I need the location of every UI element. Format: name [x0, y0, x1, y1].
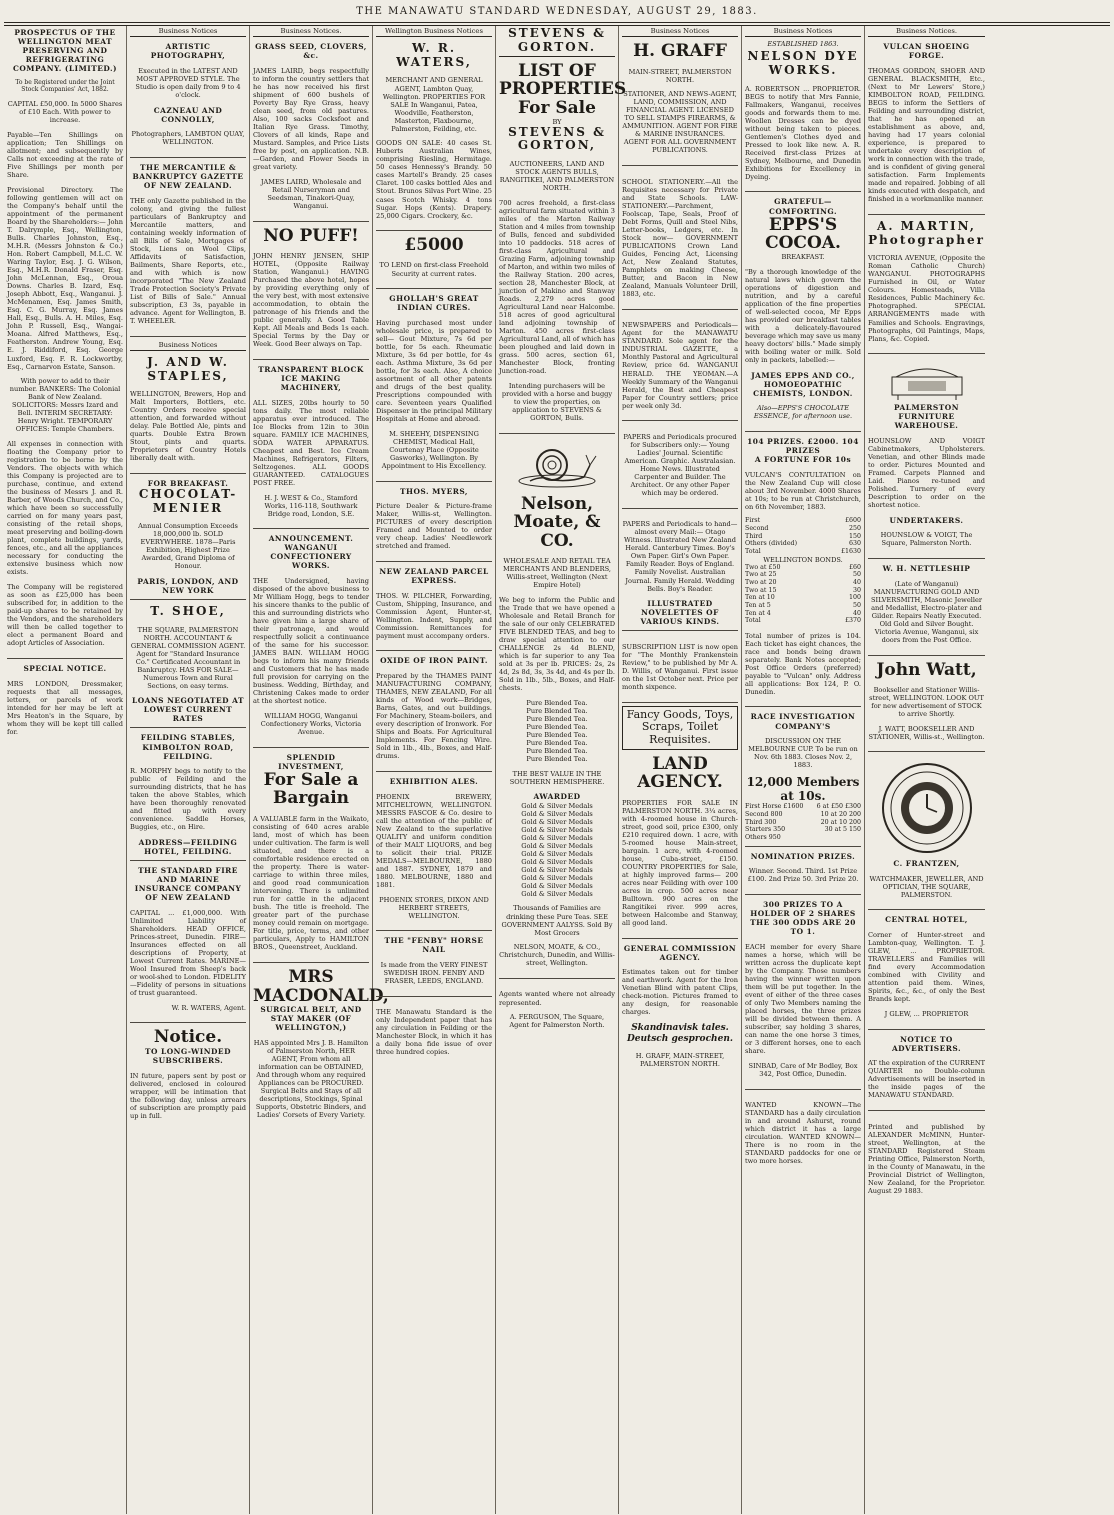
- cell: Second: [745, 524, 769, 532]
- subscription-list-ad: [622, 634, 738, 702]
- ad-body: SCHOOL STATIONERY.—All the Requisites necessary for Private and State Schools. LAW-STATIONERY.—Parchment, Foolscap, Tape, Seals, Proof of Debt Forms, Quill and Steel Nibs, Letter-books, Ledgers, etc. In Stock now— GOVERNMENT PUBLICATIONS Crown Land Guides, Fencing Act, Licensing Act, New Zealand Statutes, Pamphlets on making Cheese, Butter, and Bacon in New Zealand, Manuals Volunteer Drill, 1883, etc.: [622, 177, 738, 299]
- epps-cocoa-ad: [745, 195, 861, 431]
- table-row: [745, 826, 861, 834]
- ad-firm: JAMES EPPS AND CO., HOMOEOPATHIC CHEMISTS, LONDON.: [751, 370, 855, 398]
- ad-agent: W. R. WATERS, Agent.: [171, 1003, 246, 1012]
- table-row: [745, 617, 861, 625]
- ad-address: Photographers, LAMBTON QUAY, WELLINGTON.: [131, 130, 245, 147]
- column-3: [250, 26, 389, 1514]
- ad-title: For Sale a Bargain: [263, 769, 359, 809]
- list-item: Gold & Silver Medals: [521, 817, 593, 826]
- ales-ad: [376, 775, 492, 931]
- john-watt-ad: [868, 659, 985, 753]
- cell: Two at £50: [745, 563, 781, 571]
- cell: Total: [745, 547, 761, 555]
- ad-body: "By a thorough knowledge of the natural laws which govern the operations of digestion and nutrition, and by a careful application of the fine properties of well-selected cocoa, Mr Epps has provided our breakfast tables with a delicately-flavoured beverage which may save us many heavy doctors' bills." Made simply with boiling water or milk. Sold only in packets, labelled:—: [745, 267, 862, 364]
- ad-body: Bookseller and Stationer Willis-street, WELLINGTON. LOOK OUT for new advertisement of STOCK to arrive Shortly.: [869, 685, 984, 718]
- ad-body: JAMES LAIRD, begs respectfully to inform the country settlers that he has now received his first shipment of 600 bushels of Poverty Bay Rye Grass, heavy clean seed, from old pastures. Also, 100 sacks Cocksfoot and Italian Rye Grass. Timothy, Clovers of all kinds, Rape and Mustard. Samples, and Price Lists free by post, on application. N.B.—Garden, and Flower Seeds in great variety.: [253, 66, 369, 172]
- table-row: [745, 564, 861, 572]
- no-puff-ad: [253, 225, 369, 360]
- ad-title: NO PUFF!: [263, 225, 359, 246]
- ad-body: STATIONER, AND NEWS-AGENT, LAND, COMMISSION, AND FINANCIAL AGENT. LICENSED TO SELL STAMPS FIREARMS, & AMMUNITION. AGENT FOR FIRE & MARINE INSURANCES. AGENT FOR ALL GOVERNMENT PUBLICATIONS.: [622, 90, 738, 155]
- ad-title: £5000: [404, 235, 464, 256]
- agents-wanted-ad: [499, 982, 615, 1040]
- ad-body: DISCUSSION ON THE MELBOURNE CUP. To be run on Nov. 6th 1883. Closes Nov. 2, 1883.: [748, 737, 858, 770]
- ad-foot: LOANS NEGOTIATED AT LOWEST CURRENT RATES: [132, 696, 244, 724]
- ad-title: THOS. MYERS,: [399, 486, 469, 496]
- ad-title: PALMERSTON FURNITURE WAREHOUSE.: [894, 403, 959, 431]
- ad-body: EACH member for every Share names a horse, which will be written across the duplicate kept by the Company. Those numbers having the winner written upon them will be put together. In the event of either of the three cases of only Two Members naming the placed horses, the three prizes will be divided between them. A subscriber, say holding 3 shares, can name the one horse 3 times, or 3 different horses, one to each share.: [745, 942, 861, 1056]
- ad-body: Winner. Second. Third. 1st Prize £100. 2nd Prize 50. 3rd Prize 20.: [747, 867, 859, 884]
- nettleship-ad: [868, 562, 985, 655]
- cell: Second 800: [745, 811, 783, 819]
- column-heading: Business Notices: [745, 26, 861, 37]
- furniture-engraving-icon: [882, 361, 972, 401]
- table-row: [745, 517, 861, 525]
- ad-body: THE Manawatu Standard is the only Independent paper that has any circulation in Feilding or the Manchester Block, in which it has a daily bona fide issue of over three hundred copies.: [376, 1008, 492, 1057]
- column-6: [619, 26, 742, 1514]
- waters-ad: [376, 40, 492, 231]
- cell: 100: [848, 594, 861, 602]
- cell: Two at 15: [745, 586, 777, 594]
- ad-body: AT the expiration of the CURRENT QUARTER no Double-column Advertisements will be inserted in the inside pages of the MANAWATU STANDARD.: [868, 1059, 985, 1100]
- table-row: [745, 579, 861, 587]
- ad-body: PAPERS and Periodicals to hand—almost every Mail:— Otago Witness. Illustrated New Zealand Herald. Canterbury Times. Boy's Own Paper. Girl's Own Paper. Family Reader. Boys of England. Family Novelist. Australian Journal. Family Herald. Wedding Bells. Boy's Reader.: [622, 520, 738, 593]
- vulcan-consultation-ad: [745, 435, 861, 708]
- prospectus-directory: Provisional Directory. The following gentlemen will act on the Company's behalf until the appointment of the permanent Board by the Shareholders:— John T. Dalrymple, Esq., Wellington, Bulls. Charles Johnston, Esq., M.H.R. (Messrs Johnston & Co.) Hon. Robert Campbell, M.L.C. W. Waring Taylor, Esq. J. G. Wilson, Esq., M.H.R. Donald Fraser, Esq. John McLennan, Esq., Oroua Downs. Charles B. Izard, Esq. Joseph Abbott, Esq., Wanganui. J. McMenamen, Esq. James Smith, Esq. C. G. Murray, Esq. James Hall, Esq., Bulls. A. H. Miles, Esq. John P. Russell, Esq., Wangai-Moana. Alfred Matthews, Esq., Featherston. Andrew Young, Esq. E. J. Riddiford, Esq. George Luxford, Esq. F. R. Lockwortby, Esq., Carnarvon Estate, Sanson.: [7, 185, 123, 371]
- ad-body: HOUNSLOW AND VOIGT Cabinetmakers, Upholsterers. Venetian, and other Blinds made to order. Pictures Mounted and Framed. Carpets Planned and Laid. Pianos re-tuned and Polished. Turnery of every Description to order on the shortest notice.: [868, 436, 985, 510]
- ad-body: ALL SIZES, 20lbs hourly to 50 tons daily. The most reliable apparatus ever introduced. The Ice Blocks from 12in to 30in square. FAMILY ICE MACHINES, SODA WATER APPARATUS. Cheapest and Best. Ice Cream Machines, Refrigerators, Filters, Seltzogenes. ALL GOODS GUARANTEED. CATALOGUES POST FREE.: [253, 398, 369, 487]
- insurance-ad: [130, 864, 246, 1023]
- cell: Third 300: [745, 818, 777, 826]
- cell: 20 at 10 200: [820, 818, 861, 826]
- watch-seal-icon: [879, 760, 975, 856]
- table-row: [745, 602, 861, 610]
- cell: 50: [852, 571, 861, 579]
- columns: [4, 26, 1110, 1514]
- column-1: [4, 26, 127, 1514]
- ad-title: LIST OF PROPERTIES For Sale: [499, 60, 627, 118]
- ad-pre: SPLENDID INVESTMENT,: [278, 752, 344, 771]
- section-heading: Business Notices: [130, 340, 246, 351]
- ad-body: IN future, papers sent by post or delivered, enclosed in coloured wrapper, will be intimation that the following day, unless arrears of subscription are promptly paid up in full.: [130, 1071, 246, 1120]
- cell: Total: [745, 617, 761, 625]
- cell: 40: [852, 609, 861, 617]
- list-item: Pure Blended Tea.: [526, 715, 588, 724]
- ad-body: A. ROBERTSON ... PROPRIETOR. BEGS to notify that Mrs Fannie, Fallmakers, Wanganui, receives goods and forwards them to me. Woollen Dresses can be dyed without being taken to pieces. Gentlemen's Clothes dyed and Pressed to look like new. A. R. Received first-class Prizes at Sydney, Melbourne, and Dunedin Exhibitions for Excellency in Dyeing.: [745, 84, 861, 181]
- ad-also: Also—EPPS'S CHOCOLATE ESSENCE, for afternoon use.: [753, 404, 853, 421]
- prospectus-registration: To be Registered under the Joint Stock Companies' Act, 1882.: [15, 79, 115, 94]
- ad-title: Nelson, Moate, & CO.: [513, 493, 601, 551]
- table-row: [745, 811, 861, 819]
- ad-body: WELLINGTON, Brewers, Hop and Malt Importers, Bottlers, etc. Country Orders receive special attention, and forwarded without delay. Pale Bottled Ale, pints and quarts. Double Extra Brown Stout, pints and quarts. Proprietors of Country Hotels liberally dealt with.: [130, 390, 246, 463]
- list-item: Gold & Silver Medals: [521, 801, 593, 810]
- list-item: Gold & Silver Medals: [521, 825, 593, 834]
- wanted-known-ad: [745, 1093, 861, 1176]
- list-item: Gold & Silver Medals: [521, 833, 593, 842]
- cell: Ten at 4: [745, 609, 771, 617]
- table-row: [745, 571, 861, 579]
- ad-body: 700 acres freehold, a first-class agricultural farm situated within 3 miles of the Marton Railway Station and 4 miles from township of Bulls, fenced and subdivided into 10 paddocks. 518 acres of first-class Agricultural and Grazing Farm, adjoining township of Marton, and within two miles of the Railway Station. 200 acres, section 28, Manchester Block, at junction of Makino and Stanway Roads. 2,279 acres good Agricultural Land near Halcombe. 518 acres of good agricultural land adjoining township of Marton. 450 acres first-class Agricultural Land, all of which has been ploughed and laid down in grass. 500 acres, section 61, Manchester Block, fronting Junction-road.: [499, 198, 616, 376]
- ad-body: CAPITAL ... £1,000,000. With Unlimited Liability of Shareholders. HEAD OFFICE, Princes-street, Dunedin. FIRE—Insurances effected on all descriptions of Property, at Lowest Current Rates. MARINE—Wool Insured from Sheep's back or wool-shed to London. FIDELITY—Fidelity of persons in situations of trust guaranteed.: [130, 908, 246, 998]
- ad-body: THE SQUARE, PALMERSTON NORTH. ACCOUNTANT & GENERAL COMMISSION AGENT. Agent for "Standard Insurance Co." Certificated Accountant in Bankruptcy. HAS FOR SALE—Numerous Town and Rural Sections, on easy terms.: [130, 625, 246, 690]
- ad-body: Corner of Hunter-street and Lambton-quay, Wellington. T. J. GLEW, ... PROPRIETOR. TRAVELLERS and Families will find every Accommodation combined with Civility and attention paid them. Wines, Spirits, &c., &c., of only the Best Brands kept.: [868, 931, 985, 1004]
- ad-title: LAND AGENCY.: [637, 753, 723, 793]
- cell: 30 at 5 150: [824, 826, 861, 834]
- ad-title: NOMINATION PRIZES.: [750, 851, 856, 861]
- photography-ad: [130, 40, 246, 158]
- ad-title: NOTICE TO ADVERTISERS.: [891, 1034, 962, 1053]
- ad-firm: M. SHEEHY, DISPENSING CHEMIST, Medical Hall, Courtenay Place (Opposite Gasworks), Wellington. By Appointment to His Excellency.: [381, 429, 487, 470]
- shoeing-forge-ad: [868, 40, 985, 215]
- ad-body: WATCHMAKER, JEWELLER, AND OPTICIAN, THE SQUARE, PALMERSTON.: [869, 874, 984, 899]
- cell: Third: [745, 532, 763, 540]
- ad-body: Is made from the VERY FINEST SWEDISH IRON. FENBY AND FRASER, LEEDS, ENGLAND.: [380, 960, 488, 985]
- cell: Two at 25: [745, 571, 777, 579]
- ad-title: Fancy Goods, Toys, Scraps, Toilet Requisites.: [626, 707, 734, 746]
- three-hundred-prizes-ad: [745, 898, 861, 1089]
- cell: First Horse £1600: [745, 803, 804, 811]
- standard-notice-ad: [376, 1000, 492, 1067]
- list-item: Pure Blended Tea.: [526, 747, 588, 756]
- cell: Starters 350: [745, 826, 786, 834]
- ad-body: Agents wanted where not already represented.: [499, 990, 615, 1007]
- prospectus-ad: [7, 26, 123, 659]
- shoe-ad: [130, 603, 246, 728]
- list-item: Pure Blended Tea.: [526, 739, 588, 748]
- cell: 10 at 20 200: [820, 811, 861, 819]
- ad-body: SUBSCRIPTION LIST is now open for "The Monthly Frankenstein Review," to be published by Mr A. D. Willis, of Wanganui. First issue on the 1st October next. Price per month sixpence.: [622, 642, 738, 691]
- ad-firm: A. FERGUSON, The Square, Agent for Palmerston North.: [509, 1013, 605, 1030]
- ad-title: W. H. NETTLESHIP: [882, 564, 971, 574]
- ad-title: FEILDING STABLES, KIMBOLTON ROAD, FEILDING.: [140, 733, 236, 761]
- established-line: ESTABLISHED 1863.: [767, 40, 839, 49]
- ad-foot: ADDRESS—FEILDING HOTEL, FEILDING.: [138, 838, 238, 857]
- table-row: [745, 803, 861, 811]
- ad-title: CENTRAL HOTEL,: [885, 915, 968, 925]
- ad-title: CHOCOLAT-MENIER: [138, 487, 238, 515]
- ad-body: PHOENIX BREWERY, MITCHELTOWN, WELLINGTON. MESSRS FASCOE & Co. desire to call the attention of the public of New Zealand to the superlative QUALITY and uniform condition of their MALT LIQUORS, and beg to solicit their trial. PRIZE MEDALS—MELBOURNE, 1880 and 1887. SYDNEY, 1879 and 1880. MELBOURNE, 1880 and 1881.: [376, 792, 492, 889]
- ad-foot: Total number of prizes is 104. Each ticket has eight chances, the race and bonds being drawn separately. Bank Notes accepted; Post Office Orders (preferred) payable to "Vulcan" only. Address all applications: Box 124, P. O. Dunedin.: [745, 631, 861, 696]
- ad-firm: PHOENIX STORES, DIXON AND HERBERT STREETS, WELLINGTON.: [379, 895, 489, 920]
- ice-machinery-ad: [253, 363, 369, 529]
- table-row: [745, 610, 861, 618]
- ad-pre: GRATEFUL—COMFORTING.: [768, 197, 838, 216]
- column-heading: Business Notices.: [868, 26, 985, 37]
- ad-firm: HOUNSLOW & VOIGT, The Square, Palmerston North.: [880, 531, 973, 548]
- ad-body: Estimates taken out for timber and earthwork. Agent for the Iron Venetian Blind with patent Clips, check-motion. Pictures framed to any design, for reasonable charges.: [622, 968, 738, 1017]
- column-7: [742, 26, 865, 1514]
- ad-body: VULCAN'S CONTULTATION on the New Zealand Cup will close about 3rd November. 4000 Shares at 10s; to be run at Christchurch, on 6th November, 1883.: [745, 470, 861, 511]
- subscriber-notice-ad: [130, 1026, 246, 1130]
- prospectus-capital: CAPITAL £50,000. In 5000 Shares of £10 Each. With power to increase.: [7, 100, 123, 125]
- commission-agency-ad: [622, 942, 738, 1079]
- race-investigation-ad: [745, 710, 861, 846]
- advertisers-notice-ad: [868, 1033, 985, 1111]
- cell: 250: [848, 524, 861, 532]
- stables-ad: [130, 731, 246, 861]
- medal-list: [499, 802, 615, 898]
- ad-foot: Intending purchasers will be provided with a horse and buggy to view the properties, on application to STEVENS & GORTON, Bulls.: [501, 381, 613, 422]
- ad-body: Having purchased most under wholesale price, is prepared to sell— Gout Mixture, 7s 6d per bottle, for 5s each. Rheumatic Mixture, 3s 6d per bottle, for 4s each. Asthma Mixture, 3s 6d per bottle, for 3s each. Also, A choice assortment of all other patents and drugs of the best quality. Prescriptions compounded with care. Seventeen years Qualified Dispenser in the principal Military Hospitals at Home and abroad.: [376, 318, 492, 424]
- ad-body: JOHN HENRY JENSEN, SHIP HOTEL, (Opposite Railway Station, Wanganui.) HAVING Purchased the above hotel, hopes by providing everything only of the very best, with most extensive accommodation, to obtain the patronage of his friends and the public generally. A Good Table Kept. All Meals and Beds 1s each. Special Terms by the Day or Week. Good Beer always on Tap.: [253, 251, 369, 349]
- ad-subtitle: WHOLESALE AND RETAIL TEA MERCHANTS AND BLENDERS, Willis-street, Wellington (Next Empire Hotel): [502, 557, 612, 590]
- furniture-ad: [868, 357, 985, 559]
- special-notice-title: SPECIAL NOTICE.: [23, 663, 107, 673]
- list-item: Pure Blended Tea.: [526, 698, 588, 707]
- land-agency-ad: [622, 753, 738, 939]
- ad-body: Printed and published by ALEXANDER McMINN, Hunter-street, Wellington, at the STANDARD Registered Steam Printing Office, Palmerston North, in the County of Manawatu, in the Provincial District of Wellington, New Zealand, for the Proprietor. August 29 1883.: [868, 1122, 985, 1195]
- prize-list: [745, 517, 861, 555]
- imprint: [868, 1114, 985, 1205]
- ad-pre: FOR BREAKFAST.: [147, 479, 229, 489]
- list-item: Gold & Silver Medals: [521, 873, 593, 882]
- ad-firm: H. J. WEST & Co., Stamford Works, 116-118, Southwark Bridge road, London, S.E.: [264, 493, 358, 518]
- ad-body: Prepared by the THAMES PAINT MANUFACTURING COMPANY, THAMES, NEW ZEALAND, For all kinds of Wood work—Bridges, Barns, Gates, and out buildings. For Machinery, Steam-boilers, and every description of Ironwork. For Ships and Boats. For Agricultural Implements. For Fencing Wire. Sold in 1lb., 4lb., Boxes, and Half-drums.: [376, 672, 492, 761]
- ad-title: 104 PRIZES. £2000. 104 PRIZES: [747, 436, 859, 455]
- menier-ad: [130, 477, 246, 600]
- ad-title: EXHIBITION ALES.: [389, 776, 479, 786]
- ad-firm: J. WATT, BOOKSELLER AND STATIONER, Willis-st., Wellington.: [868, 724, 985, 741]
- ad-title: John Watt,: [876, 659, 977, 680]
- ad-foot: ILLUSTRATED NOVELETTES OF VARIOUS KINDS.: [640, 599, 720, 627]
- table-row: [745, 834, 861, 842]
- column-8: [865, 26, 988, 1514]
- staples-ad: [130, 354, 246, 474]
- list-item: Gold & Silver Medals: [521, 841, 593, 850]
- cell: £600: [844, 517, 861, 525]
- ad-title: MRS MACDONALD,: [253, 966, 389, 1006]
- ad-body: A VALUABLE farm in the Waikato, consisting of 640 acres arable land, most of which has been under cultivation. The farm is well situated, and there is a comfortable residence erected on the property. There is water-carriage to within three miles, and good road communication intervening. There is unlimited run for cattle in the adjacent bush. The title is freehold. The greater part of the purchase money could remain on mortgage. For title, price, terms, and other particulars, Apply to HAMILTON BROS., Queenstreet, Auckland.: [253, 814, 369, 952]
- ad-body: (Late of Wanganui) MANUFACTURING GOLD AND SILVERSMITH, Masonic Jeweller and Medallist, Electro-plater and Gilder. Repairs Neatly Executed. Old Gold and Silver Bought. Victoria Avenue, Wanganui, six doors from the Post Office.: [870, 579, 982, 644]
- table-row: [745, 525, 861, 533]
- frantzen-ad: [868, 755, 985, 910]
- list-item: Gold & Silver Medals: [521, 865, 593, 874]
- cell: £370: [844, 617, 861, 625]
- ad-foot: PARIS, LONDON, AND NEW YORK: [137, 577, 239, 596]
- ad-title: W. R. WATERS,: [396, 41, 472, 70]
- prospectus-registration-terms: The Company will be registered as soon as £25,000 has been subscribed for, in addition to the paid-up shares to be retained by the Vendors, and the shareholders will then be called together to elect a permanent Board and adopt Articles of Association.: [7, 583, 123, 648]
- property-list-ad: [499, 60, 627, 434]
- nomination-prizes-ad: [745, 850, 861, 895]
- column-heading: Wellington Business Notices: [376, 26, 492, 37]
- ad-body: TO LEND on first-class Freehold Security at current rates.: [379, 261, 489, 278]
- ad-title: TRANSPARENT BLOCK ICE MAKING MACHINERY,: [258, 364, 364, 392]
- ad-body: PROPERTIES FOR SALE IN PALMERSTON NORTH. 3¼ acres, with 4-roomed house in Church-street, good soil, price £300, only £210 required down. 1 acre, with 5-roomed house Main-street, bargain. 1 acre, with 4-roomed house, Cuba-street, £150. COUNTRY PROPERTIES for Sale, at highly improved farms— 200 acres near Feilding with over 100 acres in crop. 500 acres near Bulltown. 900 acres on the Rangitikei river. 999 acres, between Halcombe and Stanway, all good land.: [622, 798, 738, 927]
- ad-title: J. AND W. STAPLES,: [147, 355, 229, 383]
- column-2: [127, 26, 250, 1514]
- ad-body: We beg to inform the Public and the Trade that we have opened a Wholesale and Retail Branch for the sale of our only CELEBRATED FIVE BLENDED TEAS, and beg to draw special attention to our CHALLENGE 2s 4d BLEND, which is far superior to any Tea sold at 3s per lb. PRICES: 2s, 2s 4d, 2s 8d, 3s, 3s 4d, and 4s per lb. Sold in 1lb., 5lb., Boxes, and Half-chests.: [499, 596, 615, 693]
- ad-big: 12,000 Members at 10s.: [746, 774, 860, 803]
- ad-title: RACE INVESTIGATION COMPANY'S: [750, 712, 856, 731]
- table-row: [745, 548, 861, 556]
- masthead: THE MANAWATU STANDARD WEDNESDAY, AUGUST 29, 1883.: [4, 0, 1110, 23]
- special-notice-body: MRS LONDON, Dressmaker, requests that all messages, letters, or parcels of work intended for her may be left at Mrs Heaton's in the Square, by whom they will be kept till called for.: [7, 679, 123, 736]
- ad-subtitle: SURGICAL BELT, AND STAY MAKER (OF WELLINGTON,): [260, 1005, 362, 1033]
- ad-body: NEWSPAPERS and Periodicals—Agent for the MANAWATU STANDARD. Sole agent for the INDUSTRIAL GAZETTE, a Monthly Pastoral and Agricultural Review, price 6d. WANGANUI HERALD. THE YEOMAN.—A Weekly Summary of the Wanganui Herald, the Best and Cheapest Paper for Country settlers; price per week only 3d.: [622, 321, 738, 410]
- ad-title: GENERAL COMMISSION AGENCY.: [623, 943, 737, 962]
- ad-title: THE STANDARD FIRE AND MARINE INSURANCE COMPANY OF NEW ZEALAND: [134, 866, 242, 903]
- ad-firm: STEVENS & GORTON,: [508, 124, 606, 153]
- ad-title: C. FRANTZEN,: [893, 859, 960, 869]
- ad-subtitle: TO LONG-WINDED SUBSCRIBERS.: [145, 1047, 231, 1066]
- tea-list: [499, 699, 615, 763]
- table-row: [745, 594, 861, 602]
- column-heading: Business Notices.: [253, 26, 369, 37]
- table-row: [745, 540, 861, 548]
- indian-cures-ad: [376, 292, 492, 481]
- ad-subtitle: MAIN-STREET, PALMERSTON NORTH.: [628, 67, 732, 84]
- list-item: Gold & Silver Medals: [521, 849, 593, 858]
- ad-body: THE only Gazette published in the colony, and giving the fullest particulars of Bankruptcy and Mercantile matters, and containing weekly information of all Bills of Sale, Mortgages of Stock, Liens on Wool Clips, Affidavits of Satisfaction, Bailments, Share Reports, etc., and with which is now incorporated "The New Zealand Trade Protection Society's Private List of Bills of Sale." Annual subscription, £3 3s, payable in advance. Agent for Wellington, B. T. WHEELER.: [130, 196, 246, 326]
- prospectus-objects: All expenses in connection with floating the Company prior to registration to be borne by the Vendors. The objects with which this Company is projected are to purchase, continue, and extend the business of Messrs J. and R. Barber, of Woods Church, and Co., which have been so successfully carried on for many years past, consisting of the retail shops, meat preserving and boiling-down plant, complete buildings, yards, fences, etc., and all the appliances necessary for conducting the extensive business which now exists.: [7, 439, 123, 577]
- ad-gothic: Skandinavisk tales. Deutsch gesprochen.: [626, 1023, 733, 1045]
- central-hotel-ad: [868, 913, 985, 1029]
- table-row: [745, 533, 861, 541]
- prospectus-officers: With power to add to their number. BANKERS: The Colonial Bank of New Zealand. SOLICITORS: Messrs Izard and Bell. INTERIM SECRETARY: Henry Wright. TEMPORARY OFFICES: Temple Chambers.: [9, 377, 121, 434]
- ad-title: Notice.: [153, 1027, 223, 1048]
- ad-subtitle: A FORTUNE FOR 10s: [754, 454, 852, 464]
- ad-body: THE Undersigned, having disposed of the above business to Mr William Hogg, begs to tender his sincere thanks to the public of this and surrounding districts who have given him a large share of their patronage, and would respectfully solicit a continuance of the same for his successor. JAMES BAIN. WILLIAM HOGG begs to inform his many friends and Customers that he has made full provision for carrying on the business. Wedding, Birthday, and Christening Cakes made to order at the shortest notice.: [253, 576, 369, 706]
- list-item: Gold & Silver Medals: [521, 857, 593, 866]
- ad-firm: SINBAD, Care of Mr Bodley, Box 342, Post Office, Dunedin.: [748, 1061, 858, 1078]
- column-4: [373, 26, 496, 1514]
- race-prize-list: [745, 803, 861, 841]
- cell: 150: [848, 532, 861, 540]
- ad-firm: CAZNEAU AND CONNOLLY,: [153, 105, 223, 124]
- prospectus-payment: Payable—Ten Shillings on application; Ten Shillings on allotment; and subsequently by Calls not exceeding at the rate of Five Shillings per month per Share.: [7, 131, 123, 180]
- ad-quote: THE BEST VALUE IN THE SOUTHERN HEMISPHERE.: [509, 769, 605, 786]
- ad-title: T. SHOE,: [150, 604, 226, 619]
- column-heading: Business Notices: [130, 26, 246, 37]
- loan-ad: [376, 234, 492, 289]
- ad-subtitle: BREAKFAST.: [781, 252, 825, 261]
- investment-ad: [253, 751, 369, 963]
- ad-title: THE MERCANTILE & BANKRUPTCY GAZETTE OF NEW ZEALAND.: [132, 162, 244, 191]
- ad-body: HAS appointed Mrs J. B. Hamilton of Palmerston North, HER AGENT, From whom all information can be OBTAINED, And through whom any required Appliances can be PROCURED. Surgical Belts and Stays of all descriptions, Stockings, Spinal Supports, Obstetric Binders, and Ladies' Corsets of Every Variety.: [253, 1038, 369, 1120]
- ad-title: 300 PRIZES TO A HOLDER OF 2 SHARES THE 300 ODDS ARE 20 TO 1.: [750, 900, 856, 937]
- ad-title: A. MARTIN, Photographer: [868, 219, 985, 247]
- ad-firm: H. GRAFF, MAIN-STREET, PALMERSTON NORTH.: [635, 1051, 725, 1068]
- horse-nail-ad: [376, 934, 492, 996]
- ad-title: OXIDE OF IRON PAINT.: [380, 656, 488, 666]
- confectionery-ad: [253, 532, 369, 748]
- ad-subtitle: UNDERTAKERS.: [889, 515, 964, 525]
- dye-works-ad: [745, 48, 861, 192]
- list-item: Pure Blended Tea.: [526, 731, 588, 740]
- bond-list: [745, 564, 861, 625]
- ad-title: EPPS'S COCOA.: [765, 214, 841, 254]
- special-notice-ad: [7, 662, 123, 746]
- ad-body: THOS. W. PILCHER, Forwarding, Custom, Shipping, Insurance, and Commission Agent, Hunter-st, Wellington. Indent, Supply, and Commission. Remittances for payment must accompany orders.: [376, 591, 492, 640]
- list-item: Gold & Silver Medals: [521, 889, 593, 898]
- cell: 50: [852, 602, 861, 610]
- list-item: Gold & Silver Medals: [521, 881, 593, 890]
- stationery-ad: [622, 169, 738, 310]
- ad-firm: J GLEW, ... PROPRIETOR: [884, 1009, 969, 1018]
- column-heading: STEVENS & GORTON.: [499, 26, 615, 57]
- ad-title: THE "FENBY" HORSE NAIL: [384, 936, 484, 955]
- parcel-express-ad: [376, 565, 492, 651]
- ad-title: VULCAN SHOEING FORGE.: [883, 42, 970, 61]
- fancy-goods-ad: [622, 706, 738, 750]
- cell: Two at 20: [745, 579, 777, 587]
- newspapers-ad: [622, 313, 738, 422]
- graff-ad: [622, 40, 738, 166]
- bonds-heading: WELLINGTON BONDS.: [763, 555, 843, 564]
- ad-body: Picture Dealer & Picture-frame Maker, Willis-st, Wellington. PICTURES of every description Framed and Mounted to order very cheap. Ladies' Needlework stretched and framed.: [376, 502, 492, 551]
- list-item: Pure Blended Tea.: [526, 723, 588, 732]
- ad-goods: GOODS ON SALE: 40 cases St. Huberts Australian Wines, comprising Riesling, Hermitage. 50 cases Hennessy's Brandy. 50 cases Martell's Brandy. 25 cases Claret. 100 casks bottled Ales and Stout. Brunos Silvas Port Wine. 25 cases Scotch Whisky. 4 tons Sugar. Hops (Kents). Drapery. 25,000 Cigars. Crockery, &c.: [376, 139, 492, 220]
- ad-firm: WILLIAM HOGG, Wanganui Confectionery Works, Victoria Avenue.: [260, 712, 362, 737]
- ad-title: GRASS SEED, CLOVERS, &c.: [255, 42, 367, 61]
- ad-title: WANGANUI CONFECTIONERY WORKS.: [270, 543, 352, 571]
- cell: First: [745, 517, 761, 525]
- table-row: [745, 819, 861, 827]
- grass-seed-ad: [253, 40, 369, 221]
- ad-foot: Thousands of Families are drinking these Pure Teas. SEE GOVERNMENT AALYSS. Sold By Most Grocers: [501, 904, 613, 937]
- tea-ad: [499, 437, 615, 979]
- ad-awarded: AWARDED: [533, 792, 581, 802]
- ad-firm: NELSON, MOATE, & CO., Christchurch, Dunedin, and Willis-street, Wellington.: [499, 943, 615, 968]
- ad-body: WANTED KNOWN—The STANDARD has a daily circulation in and around Ashurst, round which district it has a large circulation. WANTED KNOWN—There is no room in the STANDARD paddocks for one or two more horses.: [745, 1101, 861, 1166]
- cell: 6 at £50 £300: [816, 803, 861, 811]
- ad-body: Executed in the LATEST AND MOST APPROVED STYLE. The Studio is open daily from 9 to 4 o'clock.: [135, 66, 241, 100]
- ad-firm: JAMES LAIRD, Wholesale and Retail Nurseryman and Seedsman, Tinakori-Quay, Wanganui.: [260, 177, 362, 211]
- cell: £60: [848, 563, 861, 571]
- ad-title: ARTISTIC PHOTOGRAPHY,: [150, 42, 226, 61]
- column-heading: Business Notices: [622, 26, 738, 37]
- cell: 40: [852, 579, 861, 587]
- cell: Others 950: [745, 834, 781, 842]
- paint-ad: [376, 654, 492, 772]
- cell: Ten at 10: [745, 594, 775, 602]
- table-row: [745, 587, 861, 595]
- ad-body: MERCHANT AND GENERAL AGENT, Lambton Quay, Wellington. PROPERTIES FOR SALE In Wanganui, Patea, Woodville, Featherston, Masterton, Flaxbourne, Palmerston, Feilding, etc.: [382, 76, 486, 133]
- cell: 30: [852, 586, 861, 594]
- ad-title: H. GRAFF: [633, 41, 727, 62]
- ad-subtitle: AUCTIONEERS, LAND AND STOCK AGENTS BULLS, RANGITIKEI, AND PALMERSTON NORTH.: [499, 159, 615, 192]
- ad-body: VICTORIA AVENUE, (Opposite the Roman Catholic Church) WANGANUI. PHOTOGRAPHS Furnished in Oil, or Water Colours. Homesteads, Villa Residences, Public Machinery &c. Photographed. SPECIAL ARRANGEMENTS made with Families and Schools. Engravings, Photographs, Oil Paintings, Maps, Plans, &c. Copied.: [868, 254, 985, 343]
- macdonald-ad: [253, 966, 389, 1130]
- ad-title: GHOLLAH'S GREAT INDIAN CURES.: [389, 294, 479, 313]
- ad-body: R. MORPHY begs to notify to the public of Feilding and the surrounding districts, that he has taken the above Stables, which have been thoroughly renovated and fitted up with every convenience. Saddle Horses, Buggies, etc., on Hire.: [130, 767, 246, 832]
- cell: £1630: [840, 547, 861, 555]
- list-item: Pure Blended Tea.: [526, 755, 588, 764]
- prospectus-title: PROSPECTUS OF THE WELLINGTON MEAT PRESERVING AND REFRIGERATING COMPANY. (LIMITED.): [12, 28, 118, 74]
- snail-logo-icon: [512, 441, 602, 493]
- ad-title: NELSON DYE WORKS.: [747, 49, 859, 78]
- gazette-ad: [130, 161, 246, 337]
- list-item: Gold & Silver Medals: [521, 809, 593, 818]
- ad-body: PAPERS and Periodicals procured for Subscribers only:— Young Ladies' Journal. Scientific American. Graphic. Australasian. Home News. Illustrated Carpenter and Builder. The Architect. Or any other Paper which may be ordered.: [623, 432, 737, 498]
- myers-ad: [376, 485, 492, 562]
- ad-body: Annual Consumption Exceeds 18,000,000 lb. SOLD EVERYWHERE. 1878—Paris Exhibition, Highest Prize Awarded, Grand Diploma of Honour.: [138, 522, 238, 571]
- martin-photographer-ad: [868, 218, 985, 354]
- periodicals-procured-ad: [622, 424, 738, 508]
- cell: Others (divided): [745, 540, 798, 548]
- cell: Ten at 5: [745, 602, 771, 610]
- column-5: [496, 26, 627, 1514]
- ad-title: NEW ZEALAND PARCEL EXPRESS.: [379, 566, 489, 585]
- ad-pre: ANNOUNCEMENT.: [268, 534, 354, 544]
- ad-by: BY: [552, 117, 562, 126]
- periodicals-hand-ad: [622, 512, 738, 632]
- cell: 630: [848, 540, 861, 548]
- ad-body: THOMAS GORDON, SHOER AND GENERAL BLACKSMITH, Etc., (Next to Mr Lewers' Store,) KIMBOLTON ROAD, FEILDING. BEGS to inform the Settlers of Feilding and surrounding district, that he has opened an establishment as above, and, having had 17 years colonial experience, is prepared to undertake every description of work in connection with the trade, and is confident of giving general satisfaction. Farm Implements made and repaired. Jobbing of all kinds executed with despatch, and finished in a workmanlike manner.: [868, 66, 985, 204]
- list-item: Pure Blended Tea.: [526, 707, 588, 715]
